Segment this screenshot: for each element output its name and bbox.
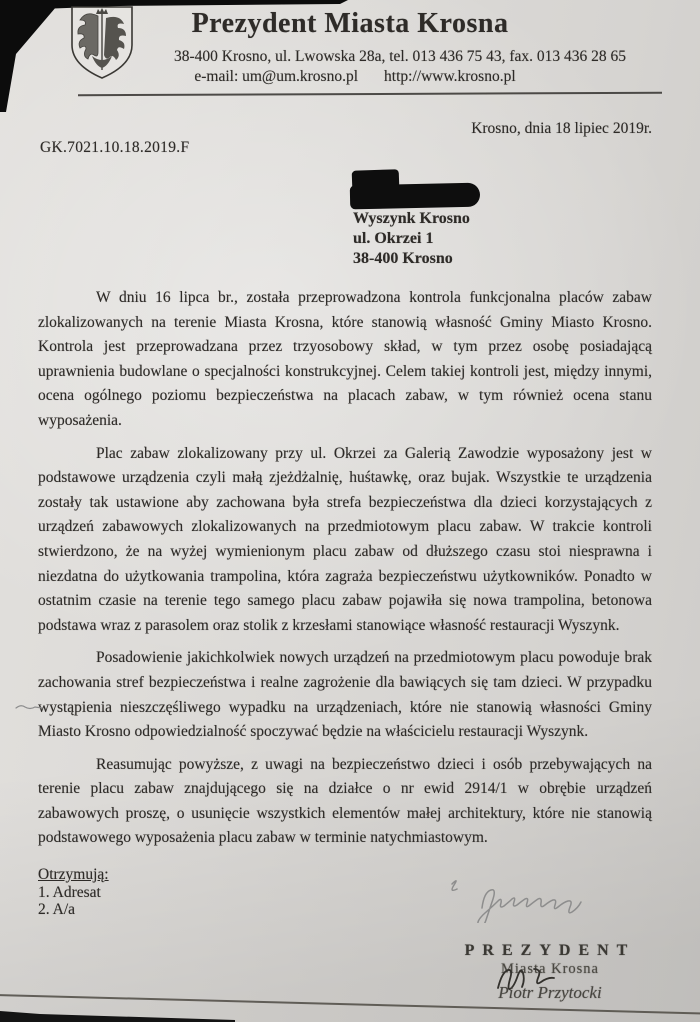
addressee-name: Wyszynk Krosno: [353, 210, 470, 227]
distribution-heading: Otrzymują:: [38, 866, 109, 883]
letterhead-divider: [78, 92, 662, 97]
date-line: Krosno, dnia 18 lipiec 2019r.: [471, 120, 652, 137]
addressee-block: [353, 209, 470, 269]
letter-body: [38, 286, 652, 859]
paragraph-4: Reasumując powyższe, z uwagi na bezpieczeństwo dzieci i osób przebywających na terenie placu zabaw znajdującego się na działce o nr ewid 2914/1 w obrębie urządzeń zabawowych proszę, o usunięcie wszystkich elementów małej architektury, które nie stanowią podstawowego wyposażenia placu zabaw w terminie natychmiastowym.: [38, 755, 652, 847]
letterhead-title: Prezydent Miasta Krosna: [191, 8, 509, 39]
signer-name: Piotr Przytocki: [498, 983, 602, 1002]
letterhead-contact: [120, 68, 590, 86]
photo-bottom-left-shadow: [0, 1011, 235, 1022]
letterhead-website: http://www.krosno.pl: [384, 68, 516, 85]
letterhead-address: 38-400 Krosno, ul. Lwowska 28a, tel. 013 436 75 43, fax. 013 436 28 65: [173, 48, 627, 65]
distribution-list: [38, 866, 109, 919]
paragraph-1: W dniu 16 lipca br., została przeprowadzona kontrola funkcjonalna placów zabaw zlokalizowanych na terenie Miasta Krosna, które stanowią własność Gminy Miasto Krosno. Kontrola jest przeprowadzana przez trzyosobowy skład, w tym przez osobę posiadającą uprawnienia budowlane o specjalności konstrukcyjnej. Celem takiej kontroli jest, między innymi, ocena ogólnego poziomu bezpieczeństwa na placach zabaw, w tym również ocena stanu wyposażenia.: [38, 289, 652, 429]
addressee-city: 38-400 Krosno: [353, 250, 453, 267]
distribution-item: 2. A/a: [38, 901, 76, 918]
photo-top-left-shadow: [0, 0, 70, 112]
pencil-mark: [14, 700, 44, 718]
distribution-item: 1. Adresat: [38, 883, 101, 901]
reference-number: GK.7021.10.18.2019.F: [40, 139, 190, 156]
paragraph-2: Plac zabaw zlokalizowany przy ul. Okrzei za Galerią Zawodzie wyposażony jest w podstawowe urządzenia czyli małą zjeżdżalnię, huśtawkę, oraz bujak. Wszystkie te urządzenia zostały tak ustawione aby zachowana była strefa bezpieczeństwa dla dzieci korzystających z urządzeń zabawowych zlokalizowanych na przedmiotowym placu zabaw. W trakcie kontroli stwierdzono, że na wyżej wymienionym placu zabaw od dłuższego czasu stoi niesprawna i niezdatna do użytkowania trampolina, która zagraża bezpieczeństwu użytkowników. Ponadto w ostatnim czasie na terenie tego samego placu zabaw pojawiła się nowa trampolina, betonowa podstawa wraz z parasolem oraz stolik z krzesłami stanowiące własność restauracji Wyszynk.: [38, 444, 652, 634]
handwritten-closing-note: [430, 868, 640, 928]
paragraph-3: Posadowienie jakichkolwiek nowych urządzeń na przedmiotowym placu powoduje brak zachowania stref bezpieczeństwa i realne zagrożenie dla bawiących się tam dzieci. W przypadku wystąpienia nieszczęśliwego wypadku na urządzeniach, które nie stanowią własności Gminy Miasto Krosno odpowiedzialność spoczywać będzie na właścicielu restauracji Wyszynk.: [38, 649, 652, 741]
letterhead-email: e-mail: um@um.krosno.pl: [194, 68, 359, 85]
addressee-street: ul. Okrzei 1: [353, 230, 434, 247]
stamp-subtitle: Miasta Krosna: [501, 961, 599, 977]
stamp-title: PREZYDENT: [464, 942, 636, 959]
redaction-mark: [350, 183, 480, 210]
